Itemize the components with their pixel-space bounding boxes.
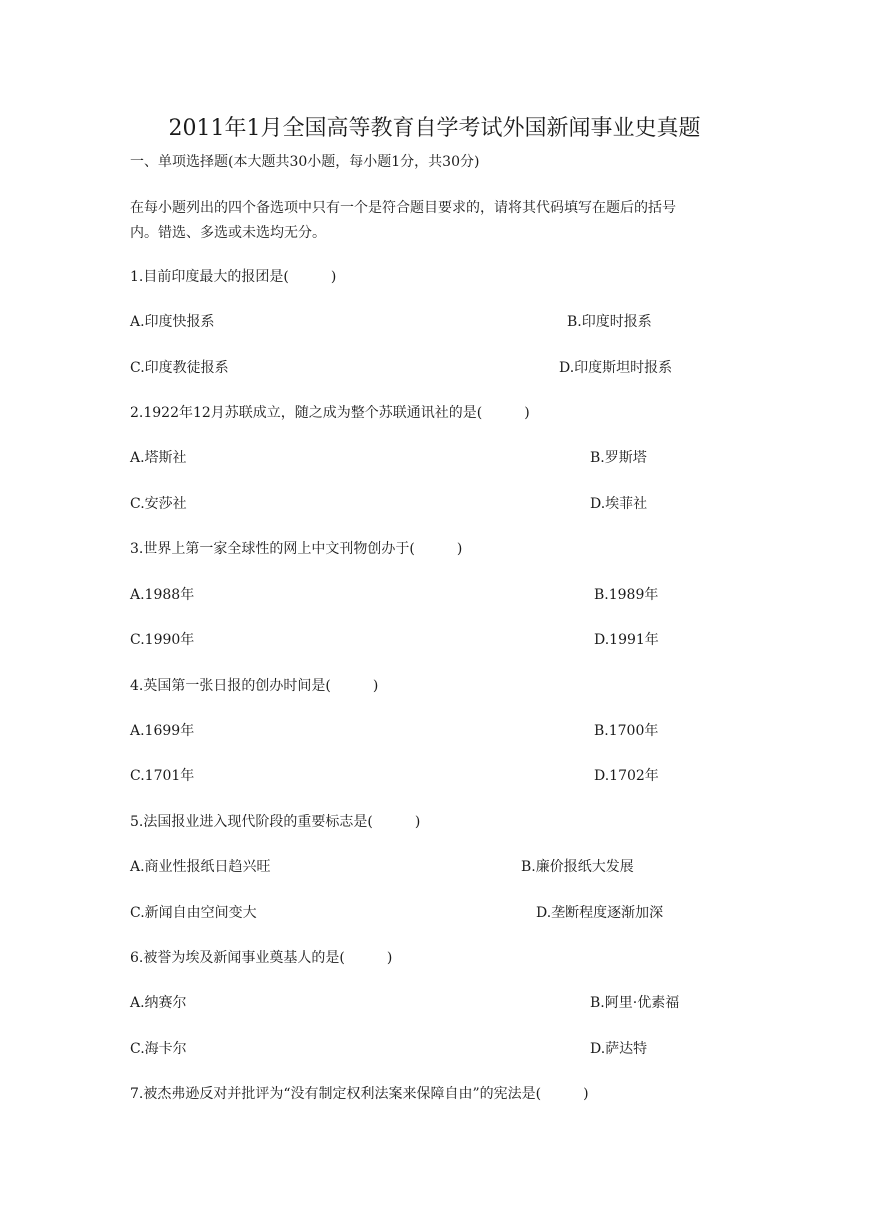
question-3-stem: 3.世界上第一家全球性的网上中文刊物创办于( ): [130, 541, 463, 557]
question-6-option-c: C.海卡尔: [130, 1041, 187, 1057]
question-4-option-d: D.1702年: [594, 768, 659, 784]
question-1-stem: 1.目前印度最大的报团是( ): [130, 269, 337, 285]
instructions-line-1: 在每小题列出的四个备选项中只有一个是符合题目要求的，请将其代码填写在题后的括号: [130, 200, 676, 216]
question-1-option-b: B.印度时报系: [567, 314, 652, 330]
instructions-line-2: 内。错选、多选或未选均无分。: [130, 225, 326, 241]
question-2-option-d: D.埃菲社: [590, 496, 648, 512]
question-5-option-b: B.廉价报纸大发展: [521, 859, 634, 875]
question-1-option-d: D.印度斯坦时报系: [559, 360, 673, 376]
question-4-stem: 4.英国第一张日报的创办时间是( ): [130, 678, 379, 694]
question-5-option-d: D.垄断程度逐渐加深: [536, 905, 664, 921]
question-1-option-a: A.印度快报系: [130, 314, 215, 330]
question-6-option-a: A.纳赛尔: [130, 995, 187, 1011]
question-3-option-b: B.1989年: [594, 587, 659, 603]
question-6-stem: 6.被誉为埃及新闻事业奠基人的是( ): [130, 950, 393, 966]
question-3-option-a: A.1988年: [130, 587, 195, 603]
question-2-option-b: B.罗斯塔: [590, 450, 647, 466]
question-2-stem: 2.1922年12月苏联成立，随之成为整个苏联通讯社的是( ): [130, 405, 530, 421]
question-5-option-c: C.新闻自由空间变大: [130, 905, 257, 921]
question-4-option-a: A.1699年: [130, 723, 195, 739]
question-6-option-d: D.萨达特: [590, 1041, 648, 1057]
question-6-option-b: B.阿里·优素福: [590, 995, 680, 1011]
page-title: 2011年1月全国高等教育自学考试外国新闻事业史真题: [168, 116, 701, 141]
question-1-option-c: C.印度教徒报系: [130, 360, 229, 376]
question-5-option-a: A.商业性报纸日趋兴旺: [130, 859, 271, 875]
question-2-option-a: A.塔斯社: [130, 450, 187, 466]
question-5-stem: 5.法国报业进入现代阶段的重要标志是( ): [130, 814, 421, 830]
question-7-stem: 7.被杰弗逊反对并批评为“没有制定权利法案来保障自由”的宪法是( ): [130, 1086, 589, 1102]
question-4-option-c: C.1701年: [130, 768, 195, 784]
section-heading: 一、单项选择题(本大题共30小题，每小题1分，共30分): [130, 154, 480, 170]
question-3-option-d: D.1991年: [594, 632, 659, 648]
question-4-option-b: B.1700年: [594, 723, 659, 739]
question-3-option-c: C.1990年: [130, 632, 195, 648]
question-2-option-c: C.安莎社: [130, 496, 187, 512]
